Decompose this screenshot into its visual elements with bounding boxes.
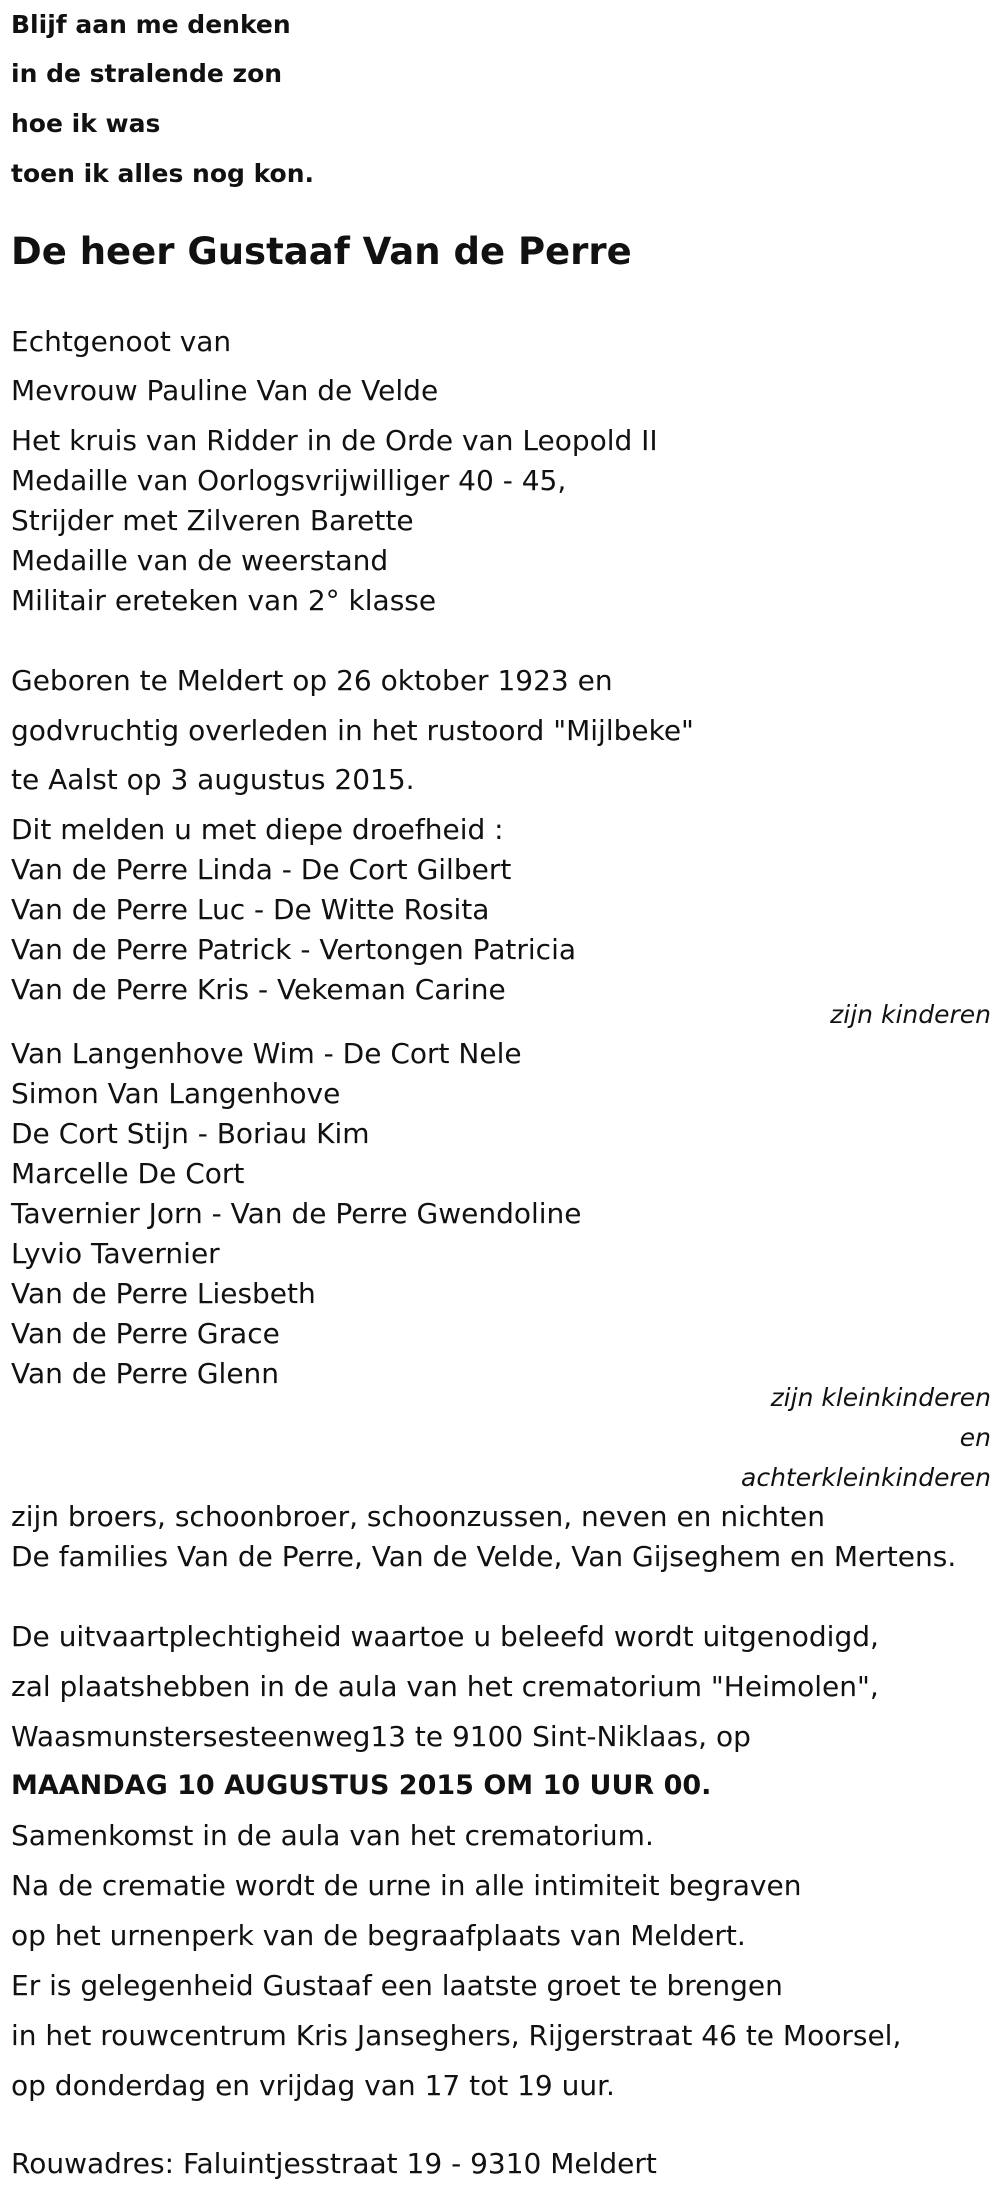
after-line: op het urnenperk van de begraafplaats van Meldert. — [11, 1919, 746, 1952]
announcement: Dit melden u met diepe droefheid : — [11, 813, 504, 846]
grandchild-line: Van de Perre Liesbeth — [11, 1277, 316, 1310]
children-label: zijn kinderen — [830, 1000, 991, 1029]
child-line: Van de Perre Linda - De Cort Gilbert — [11, 853, 512, 886]
grandchild-line: De Cort Stijn - Boriau Kim — [11, 1117, 370, 1150]
honor-line: Het kruis van Ridder in de Orde van Leopold II — [11, 424, 658, 457]
after-line: Na de crematie wordt de urne in alle intimiteit begraven — [11, 1869, 802, 1902]
family-line: De families Van de Perre, Van de Velde, Van Gijseghem en Mertens. — [11, 1540, 957, 1573]
ceremony-date: MAANDAG 10 AUGUSTUS 2015 OM 10 UUR 00. — [11, 1770, 712, 1801]
grandchild-line: Van de Perre Grace — [11, 1317, 280, 1350]
ceremony-line: zal plaatshebben in de aula van het crematorium "Heimolen", — [11, 1670, 879, 1703]
child-line: Van de Perre Patrick - Vertongen Patricia — [11, 933, 577, 966]
grandchildren-label: zijn kleinkinderen — [770, 1383, 991, 1412]
birth-death-line: godvruchtig overleden in het rustoord "Mijlbeke" — [11, 714, 694, 747]
child-line: Van de Perre Luc - De Witte Rosita — [11, 893, 490, 926]
poem-line: in de stralende zon — [11, 59, 283, 88]
after-line: Er is gelegenheid Gustaaf een laatste groet te brengen — [11, 1969, 783, 2002]
ceremony-line: Waasmunstersesteenweg13 te 9100 Sint-Niklaas, op — [11, 1720, 751, 1753]
spouse-name: Mevrouw Pauline Van de Velde — [11, 374, 439, 407]
grandchildren-label: en — [959, 1423, 991, 1452]
honor-line: Strijder met Zilveren Barette — [11, 504, 414, 537]
poem-line: Blijf aan me denken — [11, 10, 291, 39]
deceased-name: De heer Gustaaf Van de Perre — [11, 230, 632, 273]
grandchild-line: Lyvio Tavernier — [11, 1237, 220, 1270]
grandchild-line: Marcelle De Cort — [11, 1157, 245, 1190]
grandchild-line: Tavernier Jorn - Van de Perre Gwendoline — [11, 1197, 582, 1230]
after-line: Samenkomst in de aula van het crematorium. — [11, 1819, 654, 1852]
after-line: op donderdag en vrijdag van 17 tot 19 uur. — [11, 2069, 615, 2102]
child-line: Van de Perre Kris - Vekeman Carine — [11, 973, 506, 1006]
grandchild-line: Van Langenhove Wim - De Cort Nele — [11, 1037, 522, 1070]
birth-death-line: Geboren te Meldert op 26 oktober 1923 en — [11, 664, 613, 697]
poem-line: hoe ik was — [11, 109, 161, 138]
poem-line: toen ik alles nog kon. — [11, 159, 315, 188]
after-line: in het rouwcentrum Kris Janseghers, Rijgerstraat 46 te Moorsel, — [11, 2019, 902, 2052]
honor-line: Medaille van Oorlogsvrijwilliger 40 - 45, — [11, 464, 567, 497]
mourning-address: Rouwadres: Faluintjesstraat 19 - 9310 Meldert — [11, 2147, 657, 2180]
grandchild-line: Van de Perre Glenn — [11, 1357, 280, 1390]
grandchildren-label: achterkleinkinderen — [741, 1463, 991, 1492]
grandchild-line: Simon Van Langenhove — [11, 1077, 341, 1110]
ceremony-line: De uitvaartplechtigheid waartoe u beleefd wordt uitgenodigd, — [11, 1620, 879, 1653]
family-line: zijn broers, schoonbroer, schoonzussen, neven en nichten — [11, 1500, 825, 1533]
honor-line: Medaille van de weerstand — [11, 544, 389, 577]
birth-death-line: te Aalst op 3 augustus 2015. — [11, 763, 415, 796]
honor-line: Militair ereteken van 2° klasse — [11, 584, 437, 617]
spouse-label: Echtgenoot van — [11, 325, 232, 358]
